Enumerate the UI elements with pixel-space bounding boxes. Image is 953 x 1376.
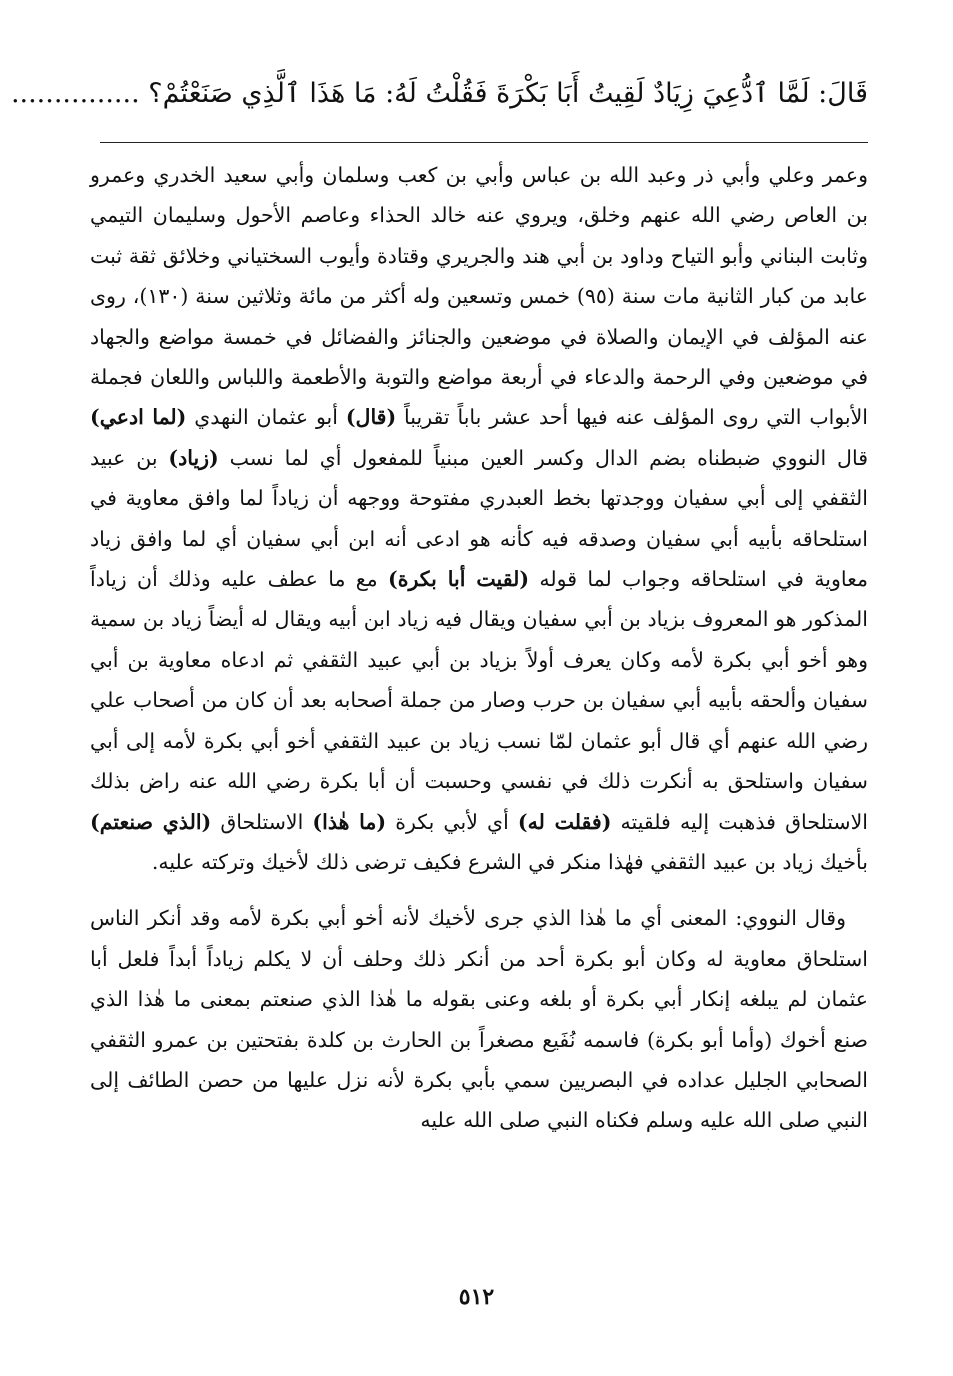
bold-term: (لقيت أبا بكرة) (388, 567, 530, 592)
text-run: مع ما عطف عليه وذلك أن زياداً المذكور هو المعروف بزياد بن أبي سفيان ويقال فيه زياد ابن أبيه ويقال له أيضاً زياد بن سمية وهو أخو أبي بكرة لأمه وكان يعرف أولاً بزياد بن أبي عبيد الثقفي ثم ادعاه معاوية بن أبي سفيان وألحقه بأبيه أبي سفيان بن حرب وصار من جملة أصحابه بعد أن كان من أصحاب علي رضي الله عنهم أي قال أبو عثمان لمّا نسب زياد بن عبيد الثقفي أخو أبي بكرة لأمه إلى أبي سفيان واستلحق به أنكرت ذلك في نفسي وحسبت أن أبا بكرة رضي الله عنه راض بذلك الاستلحاق فذهبت إليه فلقيته (90, 567, 868, 834)
commentary-paragraph-1 (90, 155, 868, 882)
page-content (10, 70, 868, 1141)
text-run: الاستلحاق (211, 809, 313, 834)
text-run: قال النووي ضبطناه بضم الدال وكسر العين مبنياً للمفعول أي لما نسب (218, 445, 868, 470)
text-run: بأخيك زياد بن عبيد الثقفي فهٰذا منكر في الشرع فكيف ترضى ذلك لأخيك وتركته عليه. (151, 849, 868, 874)
bold-term: (قال) (345, 405, 397, 430)
text-run: بن عبيد الثقفي إلى أبي سفيان ووجدتها بخط العبدري مفتوحة ووجهه أن زياداً لما وافق معاوية في استلحاقه بأبيه أبي سفيان وصدقه فيه كأنه هو ادعى أنه ابن أبي سفيان أي لما وافق زياد معاوية في استلحاقه وجواب لما قوله (90, 445, 868, 592)
text-run: أي لأبي بكرة (386, 809, 518, 834)
bold-term: (لما ادعي) (90, 405, 187, 430)
bold-term: (الذي صنعتم) (90, 809, 212, 834)
header-divider (100, 142, 868, 143)
bold-term: (ما هٰذا) (312, 809, 387, 834)
commentary-paragraph-2: وقال النووي: المعنى أي ما هٰذا الذي جرى لأخيك لأنه أخو أبي بكرة لأمه وقد أنكر الناس استلحاق معاوية له وكان أبو بكرة أحد من أنكر ذلك وحلف أن لا يكلم زياداً أبداً فلعل أبا عثمان لم يبلغه إنكار أبي بكرة أو بلغه وعنى بقوله ما هٰذا الذي صنعتم بمعنى ما هٰذا الذي صنع أخوك (وأما أبو بكرة) فاسمه نُفَيع مصغراً بن الحارث بن كلدة بفتحتين بن عمرو الثقفي الصحابي الجليل عداده في البصريين سمي بأبي بكرة لأنه نزل عليها من حصن الطائف إلى النبي صلى الله عليه وسلم فكناه النبي صلى الله عليه (90, 906, 868, 1133)
text-run: وعمر وعلي وأبي ذر وعبد الله بن عباس وأبي بن كعب وسلمان وأبي سعيد الخدري وعمرو بن العاص رضي الله عنهم وخلق، ويروي عنه خالد الحذاء وعاصم الأحول وسليمان التيمي وثابت البناني وأبو التياح وداود بن أبي هند والجريري وقتادة وأيوب السختياني وخلائق ثقة ثبت عابد من كبار الثانية مات سنة (٩٥) خمس وتسعين وله أكثر من مائة وثلاثين سنة (١٣٠)، روى عنه المؤلف في الإيمان والصلاة في موضعين والجنائز والفضائل في خمسة مواضع والجهاد في موضعين وفي الرحمة والدعاء في أربعة مواضع والتوبة والأطعمة واللباس واللعان فجملة الأبواب التي روى المؤلف عنه فيها أحد عشر باباً تقريباً (90, 163, 868, 430)
bold-term: (فقلت له) (517, 809, 612, 834)
hadith-header: قَالَ: لَمَّا ٱدُّعِيَ زِيَادٌ لَقِيتُ أَبَا بَكْرَةَ فَقُلْتُ لَهُ: مَا هَذَا ٱلَّذِي صَنَعْتُمْ؟ ............... (10, 78, 868, 109)
text-run: أبو عثمان النهدي (186, 405, 346, 430)
bold-term: (زياد) (168, 445, 219, 470)
page-number: ٥١٢ (458, 1284, 495, 1310)
